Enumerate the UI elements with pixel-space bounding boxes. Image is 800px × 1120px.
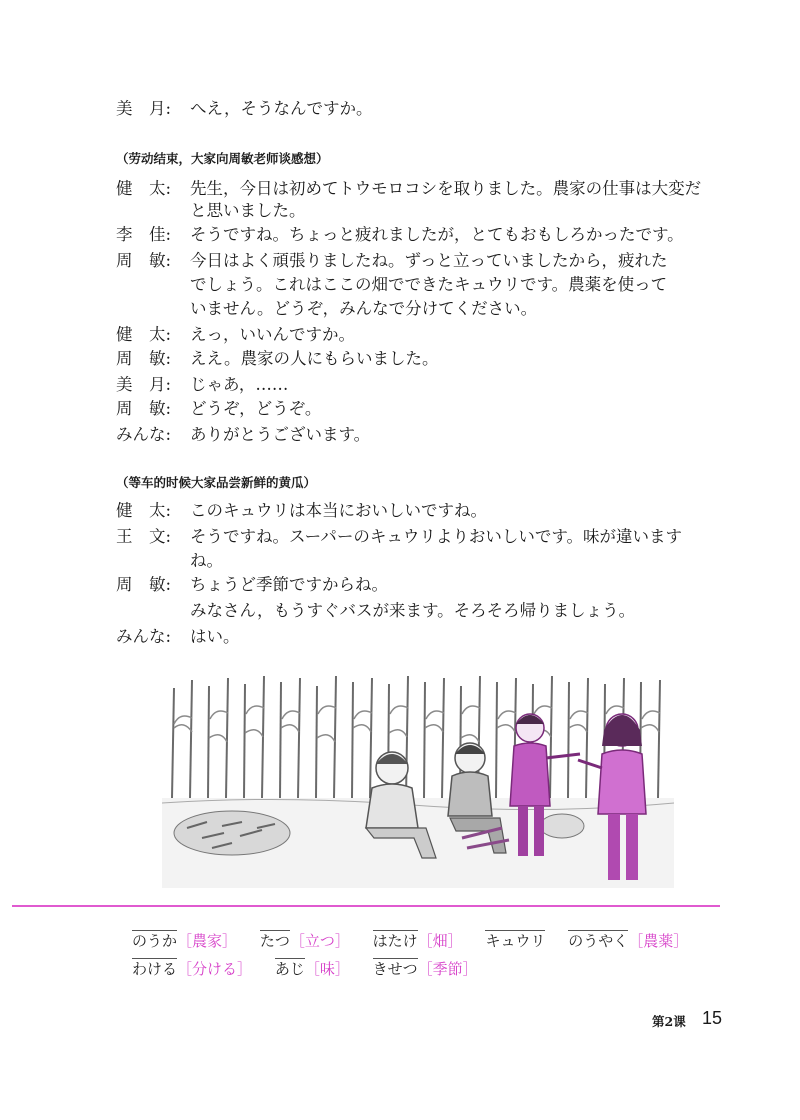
vocab-reading: たつ [259,932,290,950]
vocab-item [568,932,688,950]
vocab-kanji: ［畑］ [417,932,463,950]
vocab-kanji: ［分ける］ [177,960,253,978]
utterance: 今日はよく頑張りましたね。ずっと立っていましたから，疲れた [190,251,668,270]
vocab-kanji: ［立つ］ [289,932,350,950]
utterance: どうぞ，どうぞ。 [190,399,322,418]
vocab-item [373,932,463,950]
utterance: へえ，そうなんですか。 [190,99,373,118]
rock [540,814,584,838]
vocab-item [485,932,545,950]
utterance: そうですね。スーパーのキュウリよりおいしいです。味が違います [190,527,683,546]
vocab-kanji: ［味］ [304,960,350,978]
dialogue-line [116,222,684,248]
speaker: 周 敏: [116,399,172,418]
speaker: 周 敏: [116,575,172,594]
speaker: 健 太: [116,179,172,198]
dialogue-line [116,396,321,422]
corn-pile [174,811,290,855]
vocab-kanji: ［農家］ [177,932,238,950]
dialogue-line [116,422,370,448]
speaker: 健 太: [116,325,172,344]
stage-direction: （劳动结束，大家向周敏老师谈感想） [116,151,329,166]
vocab-reading: はたけ [372,932,418,950]
dialogue-line [116,248,668,274]
utterance-continued: みなさん，もうすぐバスが来ます。そろそろ帰りましょう。 [190,601,636,620]
vocab-item [132,932,237,950]
vocab-row [132,958,496,980]
vocab-kanji: ［農薬］ [628,932,689,950]
dialogue-line [116,346,439,372]
vocab-reading: のうやく [568,932,629,950]
dialogue-line [116,624,240,650]
divider-line [12,905,720,907]
utterance: 先生，今日は初めてトウモロコシを取りました。農家の仕事は大変だ [190,179,702,198]
utterance-continued: と思いました。 [190,201,306,220]
speaker: 健 太: [116,501,172,520]
vocab-reading: のうか [132,932,178,950]
vocab-reading: キュウリ [485,932,546,950]
page-number: 15 [702,1008,723,1028]
vocab-kanji: ［季節］ [417,960,478,978]
dialogue-line [116,322,355,348]
cornfield-illustration [162,668,674,888]
utterance-continued: でしょう。これはここの畑でできたキュウリです。農薬を使って [190,275,668,294]
speaker: 美 月: [116,99,172,118]
speaker: 美 月: [116,375,172,394]
dialogue-line [116,572,388,598]
vocab-row [132,930,706,952]
utterance: じゃあ，…… [190,375,289,394]
vocab-item [373,960,478,978]
utterance: えっ，いいんですか。 [190,325,355,344]
lesson-label: 第2课 [652,1014,686,1029]
dialogue-line [116,372,288,398]
utterance: このキュウリは本当においしいですね。 [190,501,487,520]
speaker: 周 敏: [116,251,172,270]
utterance-continued: いません。どうぞ，みんなで分けてください。 [190,299,538,318]
vocab-reading: きせつ [372,960,418,978]
dialogue-line [116,498,487,524]
speaker: 李 佳: [116,225,172,244]
speaker: みんな: [116,627,172,646]
speaker: 周 敏: [116,349,172,368]
vocab-item [275,960,350,978]
vocab-reading: あじ [274,960,305,978]
dialogue-line [116,524,682,550]
vocab-reading: わける [132,960,178,978]
speaker: みんな: [116,425,172,444]
utterance: ありがとうございます。 [190,425,371,444]
stage-direction: （等车的时候大家品尝新鲜的黄瓜） [116,475,317,490]
utterance: そうですね。ちょっと疲れましたが，とてもおもしろかったです。 [190,225,684,244]
vocab-item [260,932,350,950]
utterance: ええ。農家の人にもらいました。 [190,349,439,368]
dialogue-line [116,96,373,122]
utterance: ちょうど季節ですからね。 [190,575,388,594]
vocab-item [132,960,252,978]
speaker: 王 文: [116,527,172,546]
utterance: はい。 [190,627,240,646]
utterance-continued: ね。 [190,551,223,570]
